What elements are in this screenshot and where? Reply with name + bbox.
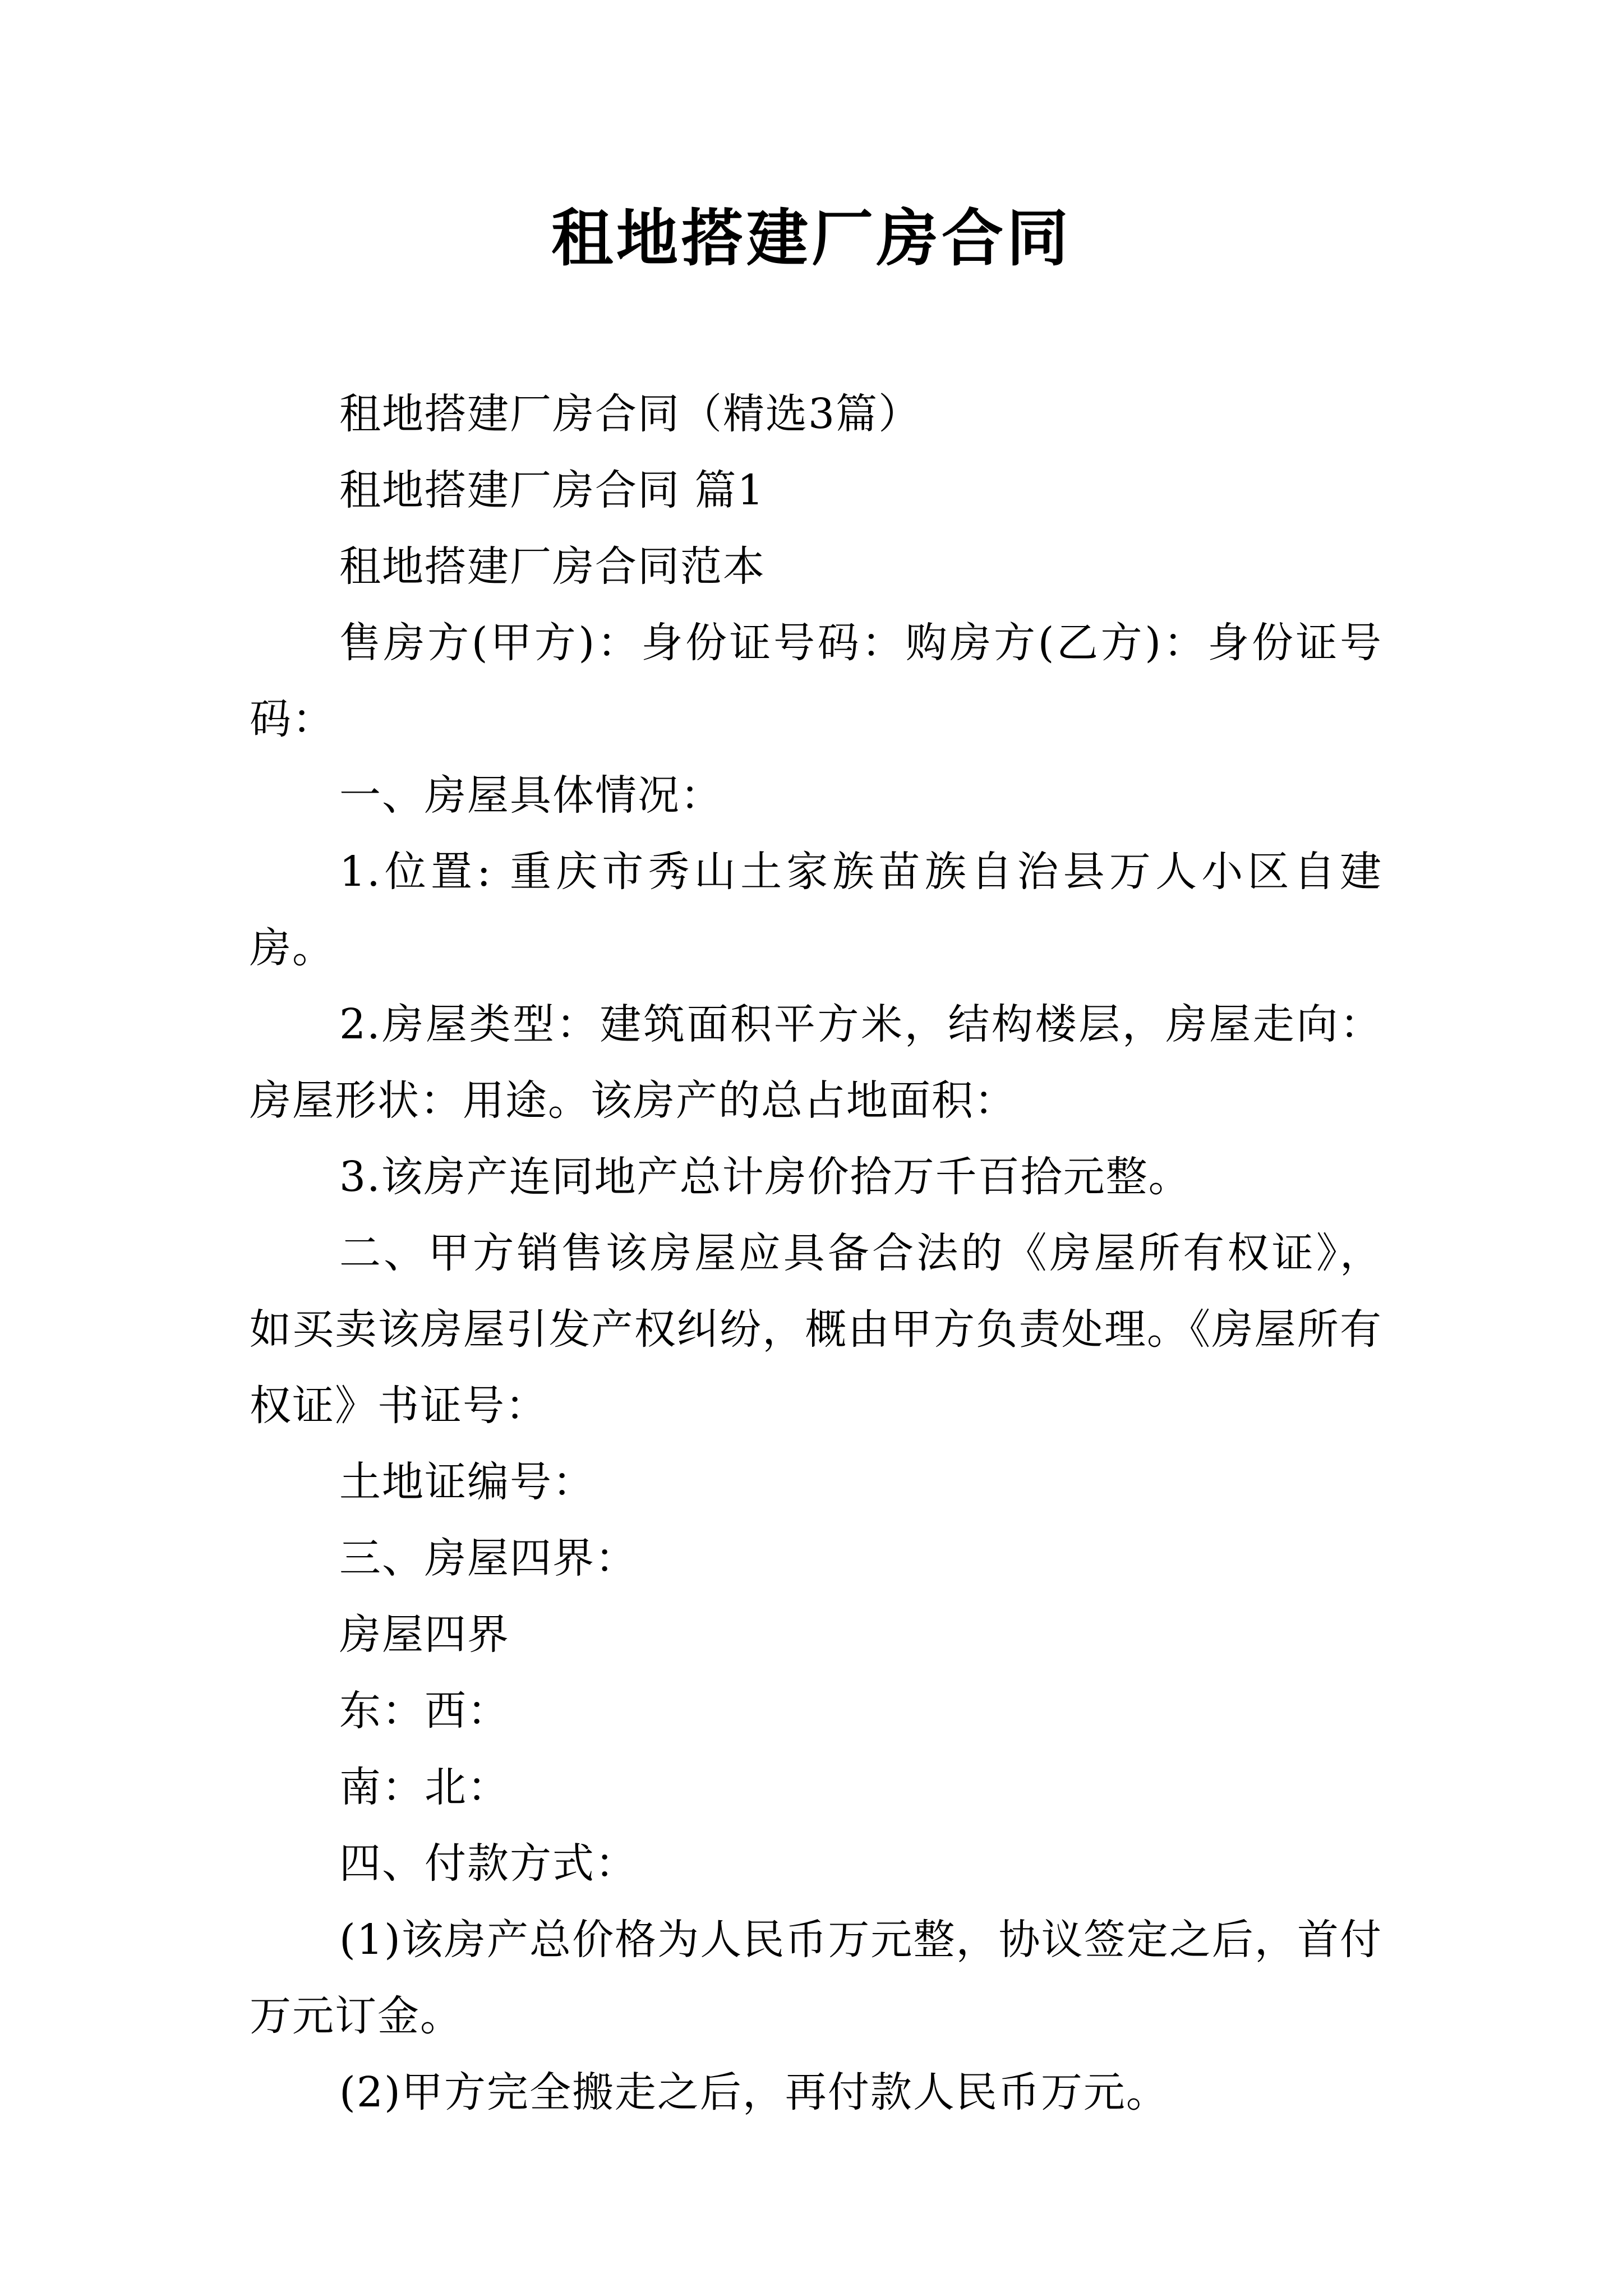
paragraph-house-type: 2.房屋类型：建筑面积平方米，结构楼层，房屋走向：房屋形状：用途。该房产的总占地面积： — [250, 1000, 1382, 1125]
document-body — [250, 376, 1382, 2131]
paragraph-payment-2: (2)甲方完全搬走之后，再付款人民币万元。 — [339, 2068, 1169, 2116]
paragraph-boundaries-label: 房屋四界 — [339, 1611, 510, 1659]
paragraph-section-2: 二、甲方销售该房屋应具备合法的《房屋所有权证》，如买卖该房屋引发产权纠纷，概由甲方负责处理。《房屋所有权证》书证号： — [250, 1229, 1382, 1430]
paragraph-east-west: 东：西： — [339, 1687, 510, 1735]
paragraph-article-heading: 租地搭建厂房合同 篇1 — [339, 466, 765, 514]
paragraph-section-1-heading: 一、房屋具体情况： — [339, 771, 723, 820]
paragraph-total-price: 3.该房产连同地产总计房价拾万千百拾元整。 — [339, 1153, 1191, 1201]
paragraph-location: 1.位置: 重庆市秀山土家族苗族自治县万人小区自建房。 — [250, 848, 1382, 972]
paragraph-parties: 售房方(甲方)：身份证号码：购房方(乙方)：身份证号码： — [250, 619, 1382, 743]
paragraph-land-certificate: 土地证编号： — [339, 1458, 595, 1506]
paragraph-section-4-heading: 四、付款方式： — [339, 1839, 638, 1888]
paragraph-template-heading: 租地搭建厂房合同范本 — [339, 542, 766, 591]
document-title: 租地搭建厂房合同 — [551, 202, 1072, 274]
paragraph-south-north: 南：北： — [339, 1763, 510, 1811]
paragraph-payment-1: (1)该房产总价格为人民币万元整，协议签定之后，首付万元订金。 — [250, 1916, 1382, 2040]
paragraph-section-3-heading: 三、房屋四界： — [339, 1534, 638, 1582]
paragraph-collection-heading: 租地搭建厂房合同（精选3篇） — [339, 390, 921, 438]
